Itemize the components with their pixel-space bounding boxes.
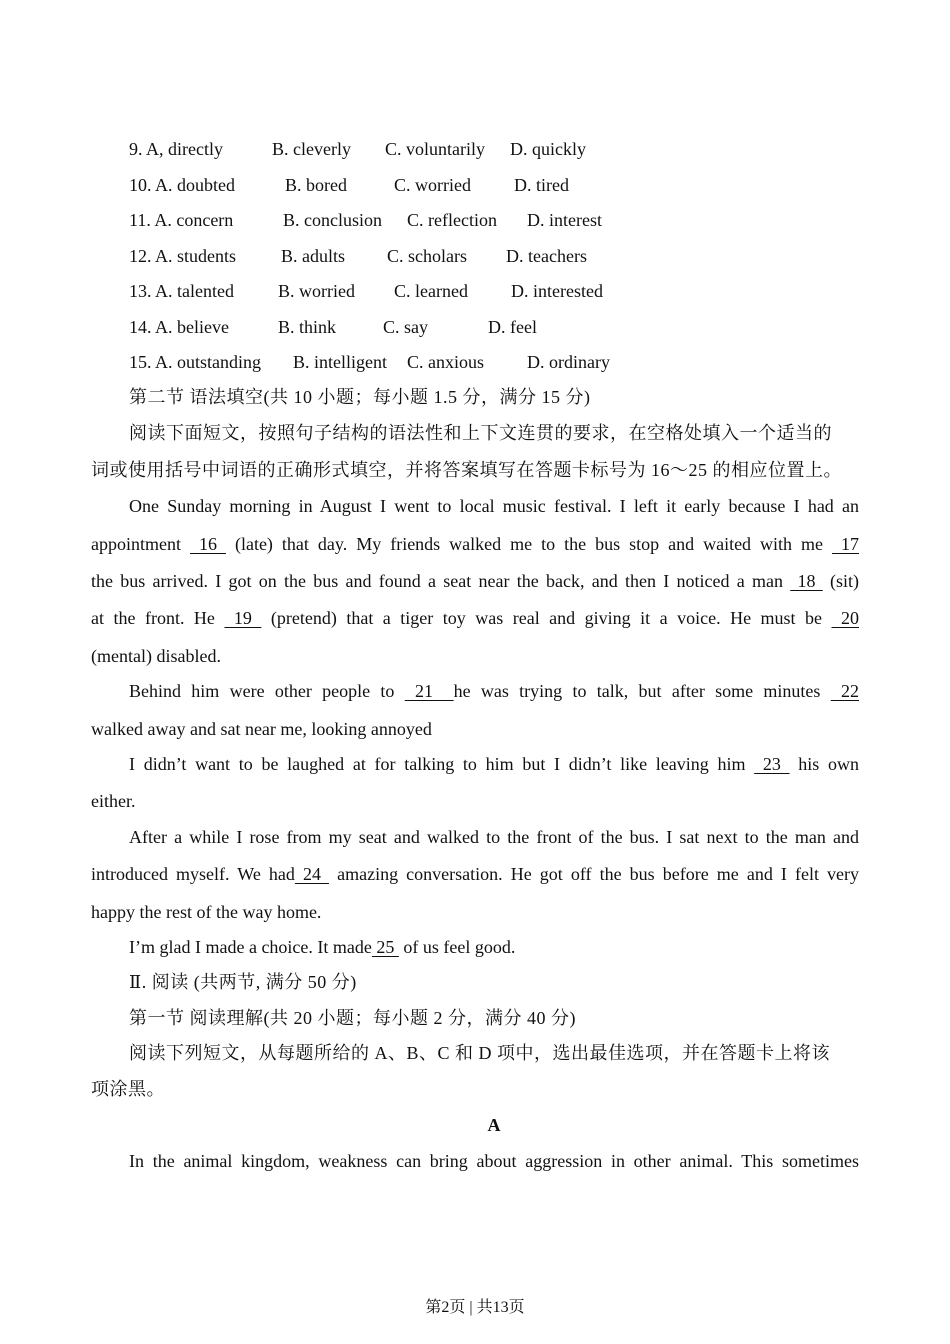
passage-letter: A [487, 1115, 501, 1135]
option-b: B. bored [285, 175, 347, 195]
option-d: D. teachers [506, 246, 587, 266]
blank-22[interactable]: 22 [830, 681, 860, 701]
option-a: 9. A, directly [129, 139, 223, 159]
option-b: B. cleverly [272, 139, 351, 159]
option-c: C. learned [394, 281, 468, 301]
option-a: 14. A. believe [129, 317, 229, 337]
passage-line: (mental) disabled. [91, 646, 221, 666]
blank-21[interactable]: 21 [404, 681, 454, 701]
blank-24[interactable]: 24 [294, 864, 330, 884]
option-c: C. reflection [407, 210, 497, 230]
option-d: D. interest [527, 210, 602, 230]
option-b: B. think [278, 317, 337, 337]
option-d: D. feel [488, 317, 537, 337]
option-a: 15. A. outstanding [129, 352, 262, 372]
blank-20[interactable]: 20 [831, 608, 860, 628]
passage-line: I’m glad I made a choice. It made 25 of us feel good. [129, 937, 516, 957]
option-a: 12. A. students [129, 246, 237, 266]
passage-line: happy the rest of the way home. [91, 902, 322, 922]
blank-17[interactable]: 17 [832, 534, 860, 554]
part-heading: Ⅱ. 阅读 (共两节, 满分 50 分) [129, 972, 357, 992]
blank-19[interactable]: 19 [224, 608, 262, 628]
instruction-line: 项涂黑。 [91, 1079, 165, 1099]
option-c: C. scholars [387, 246, 467, 266]
passage-line: the bus arrived. I got on the bus and found a seat near the back, and then I noticed a man 18 (sit) [91, 571, 860, 591]
passage-line: introduced myself. We had 24 amazing conversation. He got off the bus before me and I felt very [91, 864, 860, 884]
option-b: B. intelligent [293, 352, 387, 372]
option-d: D. quickly [510, 139, 586, 159]
page-number: 第2页 | 共13页 [425, 1299, 525, 1316]
passage-line: at the front. He 19 (pretend) that a tiger toy was real and giving it a voice. He must be 20 [91, 608, 860, 628]
option-d: D. tired [514, 175, 569, 195]
option-b: B. worried [278, 281, 355, 301]
blank-16[interactable]: 16 [189, 534, 226, 554]
instruction-line: 阅读下列短文，从每题所给的 A、B、C 和 D 项中，选出最佳选项，并在答题卡上将该 [129, 1043, 831, 1063]
option-b: B. adults [281, 246, 346, 266]
option-c: C. say [383, 317, 428, 337]
blank-18[interactable]: 18 [790, 571, 823, 591]
section-heading: 第二节 语法填空(共 10 小题；每小题 1.5 分，满分 15 分) [129, 387, 591, 407]
passage-line: In the animal kingdom, weakness can bring about aggression in other animal. This sometimes [129, 1151, 859, 1171]
option-a: 13. A. talented [129, 281, 234, 301]
option-c: C. voluntarily [385, 139, 485, 159]
option-d: D. ordinary [527, 352, 610, 372]
blank-23[interactable]: 23 [754, 754, 790, 774]
option-c: C. anxious [407, 352, 485, 372]
option-a: 10. A. doubted [129, 175, 235, 195]
passage-line: After a while I rose from my seat and walked to the front of the bus. I sat next to the man and [129, 827, 859, 847]
passage-line: I didn’t want to be laughed at for talking to him but I didn’t like leaving him 23 his own [129, 754, 859, 774]
passage-line: Behind him were other people to 21 he was trying to talk, but after some minutes 22 [129, 681, 860, 701]
passage-line: either. [91, 791, 136, 811]
blank-25[interactable]: 25 [371, 937, 399, 957]
option-b: B. conclusion [283, 210, 382, 230]
instruction-line: 词或使用括号中词语的正确形式填空，并将答案填写在答题卡标号为 16～25 的相应位置上。 [91, 460, 842, 480]
section-heading: 第一节 阅读理解(共 20 小题；每小题 2 分，满分 40 分) [129, 1008, 576, 1028]
option-a: 11. A. concern [129, 210, 234, 230]
passage-line: walked away and sat near me, looking annoyed [91, 719, 432, 739]
option-c: C. worried [394, 175, 471, 195]
instruction-line: 阅读下面短文，按照句子结构的语法性和上下文连贯的要求，在空格处填入一个适当的 [129, 423, 832, 443]
option-d: D. interested [511, 281, 603, 301]
passage-line: appointment 16 (late) that day. My friends walked me to the bus stop and waited with me 17 [91, 534, 860, 554]
passage-line: One Sunday morning in August I went to local music festival. I left it early because I had an [129, 496, 859, 516]
